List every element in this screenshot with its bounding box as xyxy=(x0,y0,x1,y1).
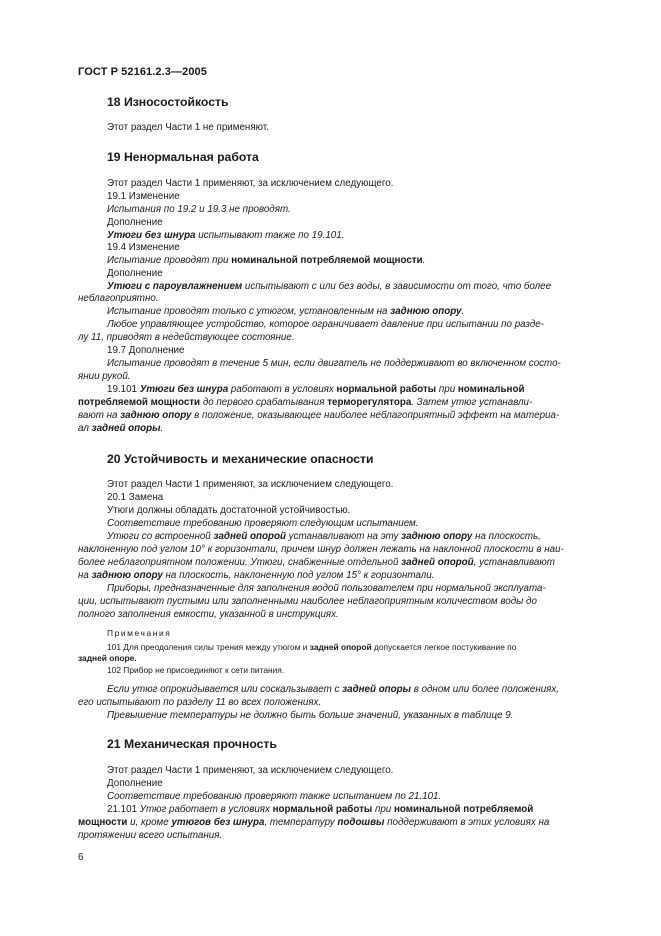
s21-line-1: Этот раздел Части 1 применяют, за исключением следующего. xyxy=(107,765,394,776)
s19-line-19: вают на заднюю опору в положение, оказывающее наиболее неблагоприятный эффект на материа- xyxy=(78,410,560,421)
s19-line-15: Испытание проводят в течение 5 мин, если двигатель не поддерживают во включенном состо- xyxy=(107,358,561,369)
s19-line-20: ал задней опоры. xyxy=(78,423,164,434)
s20-line-5: Утюги со встроенной задней опорой устанавливают на эту заднюю опору на плоскость, xyxy=(107,531,541,542)
document-header: ГОСТ Р 52161.2.3—2005 xyxy=(78,66,207,78)
s19-line-9: Утюги с пароувлажнением испытывают с или без воды, в зависимости от того, что более xyxy=(107,281,552,292)
s20-line-10: ции, испытывают пустыми или заполненными наиболее неблагоприятным количеством воды до xyxy=(78,596,537,607)
s18-text: Этот раздел Части 1 не применяют. xyxy=(107,122,269,133)
s21-line-5: мощности и, кроме утюгов без шнура, температуру подошвы поддерживают в этих условиях на xyxy=(78,817,550,828)
s19-line-17: 19.101 Утюги без шнура работают в условиях нормальной работы при номинальной xyxy=(107,384,525,395)
s20-line-2: 20.1 Замена xyxy=(107,492,164,503)
s20-line-14: Превышение температуры не должно быть больше значений, указанных в таблице 9. xyxy=(107,710,514,721)
s20-line-3: Утюги должны обладать достаточной устойчивостью. xyxy=(107,505,351,516)
s21-line-3: Соответствие требованию проверяют также испытанием по 21.101. xyxy=(107,791,442,802)
section-18-title: 18 Износостойкость xyxy=(107,95,229,109)
s19-line-8: Дополнение xyxy=(107,268,163,279)
section-19-title: 19 Ненормальная работа xyxy=(107,150,259,164)
s20-line-4: Соответствие требованию проверяют следующим испытанием. xyxy=(107,518,419,529)
s19-line-18: потребляемой мощности до первого срабатывания терморегулятора. Затем утюг устанавли- xyxy=(78,397,533,408)
s19-line-14: 19.7 Дополнение xyxy=(107,345,185,356)
s20-line-9: Приборы, предназначенные для заполнения водой пользователем при нормальной эксплуата- xyxy=(107,583,546,594)
note-102: 102 Прибор не присоединяют к сети питания. xyxy=(107,665,285,675)
s19-line-6: 19.4 Изменение xyxy=(107,242,180,253)
s19-line-1: Этот раздел Части 1 применяют, за исключением следующего. xyxy=(107,178,394,189)
notes-title: Примечания xyxy=(107,628,172,638)
s20-line-12: Если утюг опрокидывается или соскальзывает с задней опоры в одном или более положениях, xyxy=(107,684,560,695)
s19-line-12: Любое управляющее устройство, которое ограничивает давление при испытании по разде- xyxy=(107,319,544,330)
s21-line-2: Дополнение xyxy=(107,778,163,789)
s19-line-4: Дополнение xyxy=(107,217,163,228)
s19-line-7: Испытание проводят при номинальной потребляемой мощности. xyxy=(107,255,426,266)
page-number: 6 xyxy=(78,852,84,863)
s20-line-8: на заднюю опору на плоскость, наклоненную под углом 15° к горизонтали. xyxy=(78,570,435,581)
s19-line-5: Утюги без шнура испытывают также по 19.101. xyxy=(107,230,345,241)
s20-line-7: более неблагоприятном положении. Утюги, снабженные отдельной задней опорой, устанавливают xyxy=(78,557,555,568)
s20-line-1: Этот раздел Части 1 применяют, за исключением следующего. xyxy=(107,479,394,490)
s21-line-4: 21.101 Утюг работает в условиях нормальной работы при номинальной потребляемой xyxy=(107,804,534,815)
s19-line-13: лу 11, приводят в недействующее состояние. xyxy=(78,332,295,343)
s19-line-10: неблагоприятно. xyxy=(78,293,159,304)
s19-line-3: Испытания по 19.2 и 19.3 не проводят. xyxy=(107,204,291,215)
note-101-cont: задней опоре. xyxy=(78,653,137,663)
section-20-title: 20 Устойчивость и механические опасности xyxy=(107,452,374,466)
s20-line-11: полного заполнения емкости, указанной в инструкциях. xyxy=(78,609,339,620)
s19-line-2: 19.1 Изменение xyxy=(107,191,180,202)
section-21-title: 21 Механическая прочность xyxy=(107,737,277,751)
s20-line-6: наклоненную под углом 10° к горизонтали, причем шнур должен лежать на наклонной плоскости в наи- xyxy=(78,544,564,555)
s21-line-6: протяжении всего испытания. xyxy=(78,830,223,841)
s19-line-11: Испытание проводят только с утюгом, установленным на заднюю опору. xyxy=(107,306,465,317)
s20-line-13: его испытывают по разделу 11 во всех положениях. xyxy=(78,697,322,708)
s19-line-16: янии рукой. xyxy=(78,371,131,382)
note-101: 101 Для преодоления силы трения между утюгом и задней опорой допускается легкое постукивание по xyxy=(107,642,517,652)
